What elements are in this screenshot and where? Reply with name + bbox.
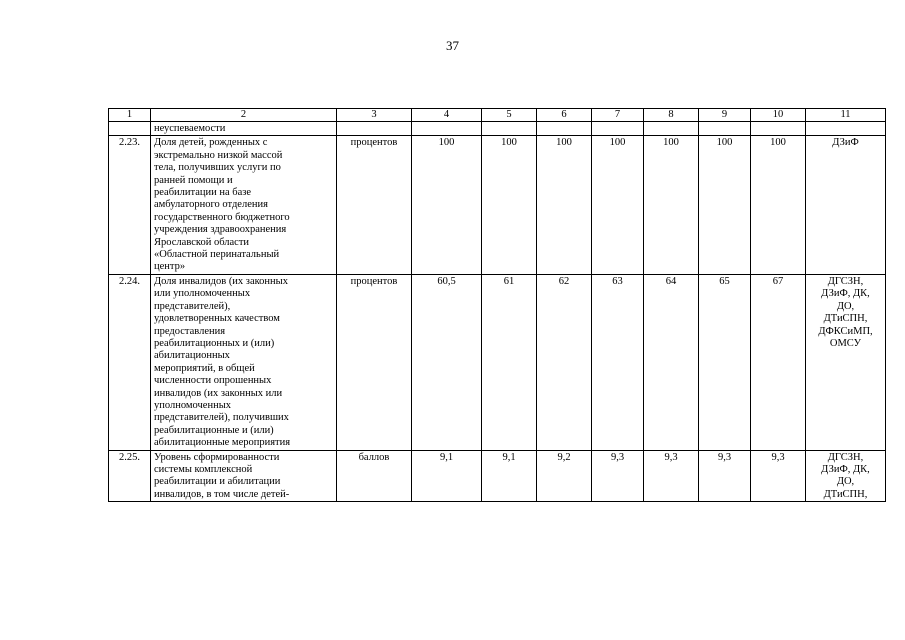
indicator-name-line: центр» — [154, 261, 186, 273]
indicators-table — [108, 108, 886, 502]
value-cell: 61 — [482, 274, 537, 450]
indicator-name-line: Ярославской области — [154, 236, 250, 248]
responsible-line: ДЗиФ — [832, 137, 859, 149]
column-header: 2 — [151, 109, 337, 122]
table-body — [109, 109, 886, 502]
responsible-cell — [806, 136, 886, 274]
unit-cell: процентов — [337, 274, 412, 450]
row-number: 2.23. — [109, 136, 151, 274]
value-cell: 9,1 — [412, 450, 482, 502]
column-header: 9 — [699, 109, 751, 122]
responsible-line: ОМСУ — [829, 337, 862, 349]
responsible-cell — [806, 122, 886, 136]
value-cell: 100 — [412, 136, 482, 274]
value-cell: 65 — [699, 274, 751, 450]
column-header: 3 — [337, 109, 412, 122]
value-cell: 100 — [751, 136, 806, 274]
indicator-name-line: Уровень сформированности — [154, 451, 280, 463]
indicator-name-line: инвалидов (их законных или — [154, 387, 283, 399]
responsible-cell — [806, 450, 886, 502]
indicator-name-line: учреждения здравоохранения — [154, 224, 287, 236]
value-cell: 60,5 — [412, 274, 482, 450]
value-cell: 64 — [644, 274, 699, 450]
value-cell — [592, 122, 644, 136]
indicator-name-line: предоставления — [154, 325, 226, 337]
value-cell — [751, 122, 806, 136]
indicator-name-line: представителей), — [154, 300, 231, 312]
value-cell — [644, 122, 699, 136]
responsible-line: ДФКСиМП, — [818, 325, 873, 337]
indicator-name-line: удовлетворенных качеством — [154, 313, 280, 325]
value-cell: 9,1 — [482, 450, 537, 502]
indicator-name-line: или уполномоченных — [154, 288, 251, 300]
column-header: 8 — [644, 109, 699, 122]
indicator-name-line: численности опрошенных — [154, 375, 272, 387]
column-header: 5 — [482, 109, 537, 122]
value-cell: 67 — [751, 274, 806, 450]
value-cell: 9,3 — [592, 450, 644, 502]
indicator-name — [151, 136, 337, 274]
indicator-name-line: экстремально низкой массой — [154, 149, 283, 161]
value-cell: 100 — [482, 136, 537, 274]
indicator-name-line: системы комплексной — [154, 463, 253, 475]
table-row — [109, 136, 886, 274]
indicator-name-line: представителей), получивших — [154, 412, 289, 424]
responsible-line: ДТиСПН, — [823, 488, 868, 500]
responsible-line: ДЗиФ, ДК, — [821, 288, 870, 300]
value-cell: 100 — [699, 136, 751, 274]
value-cell: 100 — [644, 136, 699, 274]
unit-cell: процентов — [337, 136, 412, 274]
indicator-name — [151, 450, 337, 502]
indicator-name-line: амбулаторного отделения — [154, 199, 268, 211]
value-cell: 9,3 — [644, 450, 699, 502]
indicator-name-line: Доля инвалидов (их законных — [154, 275, 288, 287]
responsible-line: ДТиСПН, — [823, 313, 868, 325]
value-cell: 62 — [537, 274, 592, 450]
indicator-name-line: реабилитационных и (или) — [154, 337, 275, 349]
value-cell: 63 — [592, 274, 644, 450]
column-header: 6 — [537, 109, 592, 122]
indicator-name — [151, 274, 337, 450]
value-cell: 9,3 — [699, 450, 751, 502]
indicator-name-line: мероприятий, в общей — [154, 362, 255, 374]
column-header: 10 — [751, 109, 806, 122]
indicator-name-line: реабилитационные и (или) — [154, 424, 274, 436]
responsible-line: ДГСЗН, — [827, 451, 864, 463]
value-cell — [482, 122, 537, 136]
responsible-cell — [806, 274, 886, 450]
value-cell — [537, 122, 592, 136]
responsible-line: ДО, — [836, 300, 855, 312]
indicator-name-line: реабилитации на базе — [154, 187, 252, 199]
column-header: 7 — [592, 109, 644, 122]
column-header: 4 — [412, 109, 482, 122]
table-row — [109, 450, 886, 502]
value-cell — [699, 122, 751, 136]
column-header: 1 — [109, 109, 151, 122]
indicator-name-line: государственного бюджетного — [154, 211, 290, 223]
indicator-name-line: инвалидов, в том числе детей- — [154, 488, 290, 500]
indicator-name-line: реабилитации и абилитации — [154, 476, 281, 488]
indicator-name-line: Доля детей, рожденных с — [154, 137, 268, 149]
table-row — [109, 122, 886, 136]
indicator-name — [151, 122, 337, 136]
row-number: 2.25. — [109, 450, 151, 502]
unit-cell: баллов — [337, 450, 412, 502]
indicator-name-line: неуспеваемости — [154, 123, 226, 134]
indicator-name-line: абилитационных — [154, 350, 230, 362]
value-cell: 9,2 — [537, 450, 592, 502]
value-cell — [412, 122, 482, 136]
responsible-line: ДО, — [836, 476, 855, 488]
table-row — [109, 274, 886, 450]
indicator-name-line: «Областной перинатальный — [154, 249, 280, 261]
indicator-name-line: тела, получивших услуги по — [154, 162, 281, 174]
indicator-name-line: ранней помощи и — [154, 174, 233, 186]
row-number — [109, 122, 151, 136]
unit-cell — [337, 122, 412, 136]
row-number: 2.24. — [109, 274, 151, 450]
value-cell: 100 — [537, 136, 592, 274]
value-cell: 9,3 — [751, 450, 806, 502]
responsible-line: ДГСЗН, — [827, 275, 864, 287]
indicator-name-line: уполномоченных — [154, 399, 231, 411]
responsible-line: ДЗиФ, ДК, — [821, 463, 870, 475]
page-number: 37 — [446, 38, 459, 53]
indicator-name-line: абилитационные мероприятия — [154, 437, 291, 449]
value-cell: 100 — [592, 136, 644, 274]
column-header: 11 — [806, 109, 886, 122]
header-row — [109, 109, 886, 122]
